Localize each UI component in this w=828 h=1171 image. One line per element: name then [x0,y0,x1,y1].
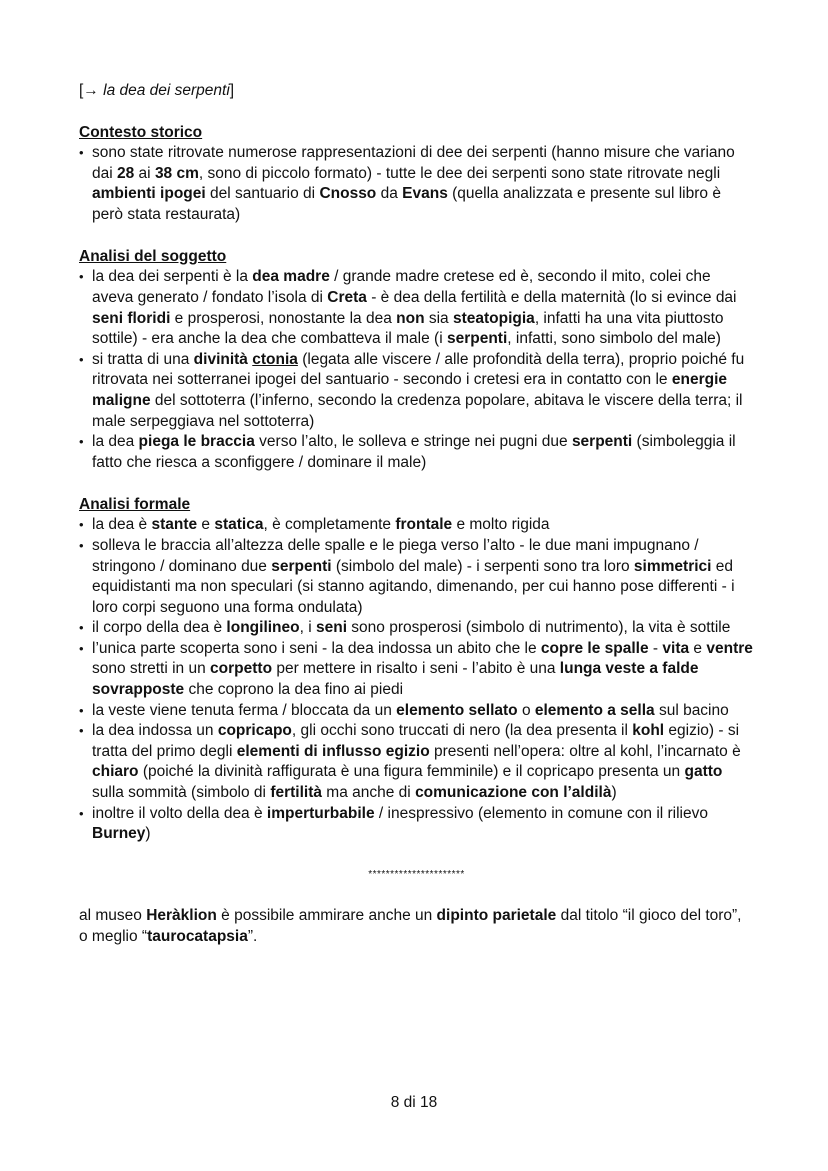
bullet-item [79,143,754,225]
text-run: - è dea della fertilità e della maternità (lo si evince dai [366,288,737,306]
bold-text: 38 cm [154,164,199,182]
text-run: il corpo della dea è [92,619,227,637]
separator: ********************** [368,868,465,880]
text-run: la dea indossa un [92,722,218,740]
bold-text: ventre [706,639,753,657]
bold-text: elemento sellato [396,701,518,719]
text-run: sul bacino [654,701,729,719]
bold-text: Heràklion [146,906,217,924]
bold-text: divinità [193,350,248,368]
text-run: (poiché la divinità raffigurata è una figura femminile) e il copricapo presenta un [138,763,685,781]
bold-text: steatopigia [452,309,535,327]
closing-paragraph [79,905,754,947]
bold-text: imperturbabile [266,804,375,822]
text-run: inoltre il volto della dea è [92,804,267,822]
text-run: ai [134,164,155,182]
bold-text: piega le braccia [138,433,255,451]
bold-text: stante [151,516,198,534]
text-run: da [376,185,403,203]
bold-text: Evans [402,185,448,203]
bold-text: energie maligne [92,371,727,409]
bold-text: Creta [327,288,367,306]
text-run: ed equidistanti ma non speculari (si stanno agitando, dimenando, per cui hanno pose differenti - i loro corpi seguono una forma ondulata) [92,557,735,616]
document-page [79,80,754,947]
text-run: la dea dei serpenti è la [92,268,253,286]
text-run: è possibile ammirare anche un [216,906,437,924]
bold-text: seni [315,619,347,637]
bullet-item [79,639,754,701]
bullet-item [79,350,754,432]
text-run: dal titolo “il gioco del toro”, o meglio “ [79,906,742,945]
bullet-item [79,804,754,845]
text-run: del sottoterra (l’inferno, secondo la credenza popolare, abitava le viscere della terra; il male serpeggiava nel sottoterra) [92,391,743,430]
text-run: la dea è [92,516,152,534]
text-run: / inespressivo (elemento in comune con il rilievo [374,804,708,822]
bullet-item [79,515,754,536]
bold-text: elementi di influsso egizio [236,742,430,760]
page-number: 8 di 18 [390,1094,438,1111]
bold-text: copre le spalle [540,639,649,657]
bold-text: taurocatapsia [147,927,248,945]
bullet-item [79,701,754,722]
bullet-item [79,721,754,803]
bullet-item [79,618,754,639]
text-run: o [517,701,535,719]
text-run: e molto rigida [452,516,550,534]
bullet-item [79,432,754,473]
bold-text: dipinto parietale [436,906,557,924]
bold-text: chiaro [92,763,139,781]
text-run: sulla sommità (simbolo di [92,784,271,802]
bullet-item [79,536,754,618]
text-run: egizio) - si tratta del primo degli [92,722,740,760]
bold-text: simmetrici [633,557,712,575]
bold-text: kohl [632,722,665,740]
bold-text: serpenti [271,557,332,575]
bullet-list [79,267,754,473]
bold-text: vita [662,639,690,657]
text-run: per mettere in risalto i seni - l’abito è una [272,660,560,678]
section-heading: Analisi formale [79,496,191,514]
text-run: si tratta di una [92,350,194,368]
sections-container [79,122,754,845]
text-run: , infatti ha una vita piuttosto sottile) - era anche la dea che combatteva il male (i [92,309,724,348]
bold-text: Cnosso [319,185,377,203]
text-run: sia [424,309,453,327]
text-run: al museo [79,906,147,924]
text-run: e [197,516,215,534]
text-run: ) [611,784,617,802]
section-heading: Analisi del soggetto [79,248,227,266]
bold-text: corpetto [210,660,273,678]
bold-text: lunga veste a falde sovrapposte [92,660,699,699]
section-heading: Contesto storico [79,124,203,141]
bold-text: elemento a sella [534,701,655,719]
bullet-list [79,143,754,225]
bold-text: comunicazione con l’aldilà [415,784,612,802]
reference-line [79,80,754,101]
text-run: l’unica parte scoperta sono i seni - la dea indossa un abito che le [92,639,541,657]
text-run: che coprono la dea fino ai piedi [184,681,404,699]
bold-text: Burney [92,825,146,843]
bold-text: dea madre [252,268,330,286]
text-run: - [648,639,663,657]
bold-text: serpenti [571,433,633,451]
underlined-bold-text: ctonia [252,350,298,368]
reference-suffix: ] [229,82,235,99]
text-run: presenti nell’opera: oltre al kohl, l’incarnato è [429,742,741,760]
text-run: (simbolo del male) - i serpenti sono tra loro [331,557,634,575]
bold-text: serpenti [446,330,508,348]
bold-text: frontale [395,516,453,534]
text-run: solleva le braccia all’altezza delle spalle e le piega verso l’alto - le due mani impugnano / stringono / dominano due [92,536,699,575]
bold-text: non [396,309,425,327]
bold-text: copricapo [217,722,292,740]
text-run: e prosperosi, nonostante la dea [170,309,397,327]
bullet-item [79,267,754,349]
text-run: sono state ritrovate numerose rappresentazioni di dee dei serpenti (hanno misure che variano dai [92,144,735,182]
bold-text: fertilità [270,784,322,802]
text-run: , infatti, sono simbolo del male) [507,330,721,348]
text-run: sono prosperosi (simbolo di nutrimento), la vita è sottile [347,619,731,637]
text-run: , sono di piccolo formato) - tutte le dee dei serpenti sono state ritrovate negli [198,164,721,182]
text-run: (quella analizzata e presente sul libro è però stata restaurata) [92,185,721,223]
bold-text: longilineo [226,619,300,637]
bold-text: gatto [684,763,723,781]
text-run: , i [299,619,316,637]
text-run: (legata alle viscere / alle profondità della terra), proprio poiché fu ritrovata nei sotterranei ipogei del santuario - secondo i cretesi era in contatto con le [92,350,745,389]
bullet-list [79,515,754,845]
bold-text: ambienti ipogei [92,185,206,203]
text-run: e [689,639,707,657]
text-run: (simboleggia il fatto che riesca a sconfiggere / dominare il male) [92,433,736,471]
text-run: ) [145,825,151,843]
text-run: / grande madre cretese ed è, secondo il mito, colei che aveva generato / fondato l’isola di [92,268,711,306]
text-run: la veste viene tenuta ferma / bloccata da un [92,701,397,719]
reference-title: la dea dei serpenti [103,82,230,99]
bold-text: seni floridi [92,309,171,327]
text-run: ”. [247,927,258,945]
bold-text: 28 [117,164,135,182]
text-run: , gli occhi sono truccati di nero (la dea presenta il [291,722,633,740]
bold-text: statica [214,516,264,534]
text-run: verso l’alto, le solleva e stringe nei pugni due [254,433,572,451]
reference-prefix: [→ [79,82,104,99]
text-run: ma anche di [322,784,416,802]
text-run: del santuario di [205,185,320,203]
text-run: , è completamente [263,516,396,534]
text-run: la dea [92,433,139,451]
text-run: sono stretti in un [92,660,211,678]
